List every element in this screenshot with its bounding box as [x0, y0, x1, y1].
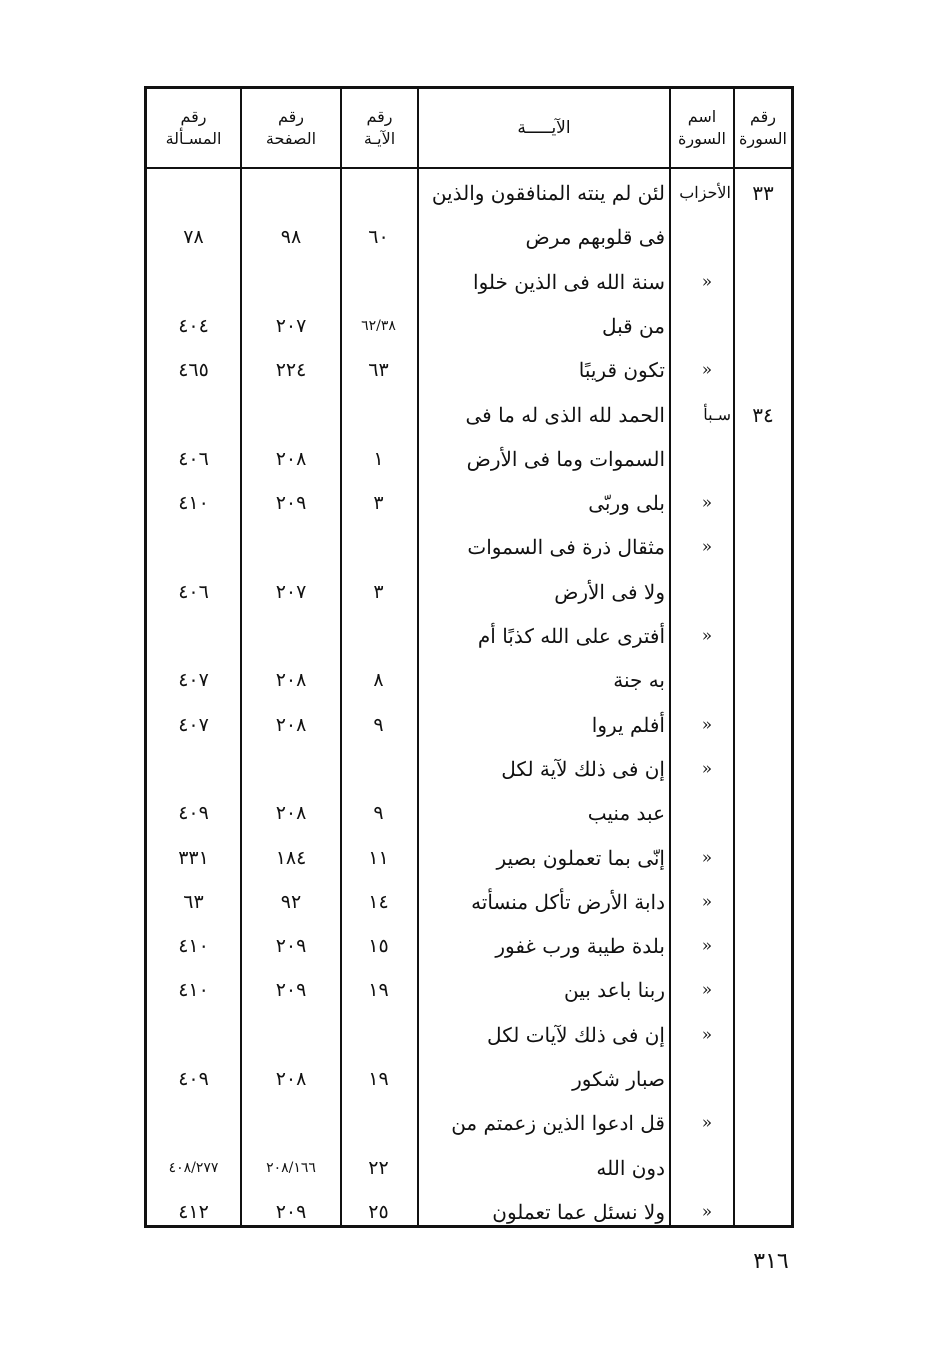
surah-number-cell: [735, 970, 791, 1010]
surah-name-cell: [673, 439, 731, 479]
verse-number-cell: ٣: [373, 492, 384, 515]
issue-number-cell: [149, 1103, 238, 1143]
surah-name-cell: »: [701, 360, 713, 381]
page-number: ٣١٦: [753, 1249, 789, 1274]
page-number-cell: [242, 527, 340, 567]
header-surah-name: اسم السورة: [678, 107, 726, 148]
surah-name-cell: »: [701, 271, 713, 292]
surah-number-cell: [735, 1192, 791, 1228]
page-number-cell: [242, 395, 340, 435]
verse-text-cell: ولا نسئل عما تعملون: [492, 1199, 665, 1224]
issue-number-cell: ٤٠٦: [178, 447, 209, 470]
surah-name-cell: »: [701, 980, 713, 1001]
surah-number-cell: [735, 439, 791, 479]
surah-name-cell: [673, 1148, 731, 1188]
verse-number-cell: ٨: [373, 669, 384, 692]
column-divider: [669, 89, 671, 1225]
surah-number-cell: [735, 838, 791, 878]
issue-number-cell: ٤٠٩: [178, 802, 209, 825]
verse-number-cell: ١١: [368, 846, 389, 869]
surah-name-cell: »: [701, 891, 713, 912]
surah-number-cell: [735, 616, 791, 656]
page-number-cell: ٢٠٩: [275, 1200, 307, 1223]
issue-number-cell: [149, 1015, 238, 1055]
verse-text-cell: صبار شكور: [572, 1067, 665, 1091]
issue-number-cell: ٤٠٦: [178, 580, 209, 603]
surah-name-cell: »: [701, 626, 713, 646]
page-number-cell: ٢٠٨: [275, 1068, 307, 1090]
surah-number-cell: [735, 483, 791, 523]
verse-number-cell: ١: [373, 447, 384, 470]
page-number-cell: [242, 1015, 340, 1055]
verse-number-cell: ١٥: [368, 935, 389, 958]
surah-number-cell: [735, 793, 791, 833]
surah-number-cell: [735, 749, 791, 789]
header-issue-number: رقم المسـألة: [165, 107, 222, 148]
issue-number-cell: ٤٠٩: [178, 1068, 209, 1090]
page-number-cell: [242, 616, 340, 656]
issue-number-cell: ٤١٢: [178, 1200, 209, 1223]
column-divider: [417, 89, 419, 1225]
page-number-cell: ٩٨: [280, 226, 302, 249]
surah-name-cell: »: [701, 847, 713, 868]
surah-number-cell: [735, 1059, 791, 1099]
surah-name-cell: »: [701, 537, 713, 558]
surah-number-cell: [735, 527, 791, 567]
verse-text-cell: إن فى ذلك لآية لكل: [501, 756, 665, 781]
surah-number-cell: ٣٤: [752, 402, 774, 427]
verse-number-cell: ٦٠: [368, 226, 389, 249]
verse-number-cell: ١٩: [368, 1068, 389, 1090]
issue-number-cell: ٤٠٧: [178, 713, 209, 736]
issue-number-cell: ٤٠٤: [178, 314, 209, 337]
verse-index-table: [144, 86, 794, 1228]
page-number-cell: ٢٠٨: [275, 447, 307, 470]
surah-name-cell: »: [701, 1024, 713, 1045]
header-divider: [147, 167, 791, 169]
issue-number-cell: ٦٣: [183, 890, 204, 913]
issue-number-cell: [149, 527, 238, 567]
surah-number-cell: [735, 262, 791, 302]
verse-text-cell: بلدة طيبة ورب غفور: [495, 934, 665, 959]
surah-name-cell: سـبأ: [703, 404, 731, 424]
surah-name-cell: [673, 1059, 731, 1099]
page-number-cell: ٢٠٨: [275, 669, 307, 692]
surah-number-cell: [735, 306, 791, 346]
verse-number-cell: [342, 1103, 415, 1143]
surah-number-cell: [735, 350, 791, 390]
surah-name-cell: [673, 793, 731, 833]
verse-number-cell: ٦٢/٣٨: [361, 317, 396, 334]
page-number-cell: ٢٠٧: [275, 580, 307, 603]
surah-name-cell: [673, 660, 731, 700]
verse-number-cell: [342, 262, 415, 302]
surah-number-cell: [735, 1148, 791, 1188]
verse-text-cell: عبد منيب: [587, 801, 665, 826]
page-number-cell: ٢٠٩: [275, 979, 307, 1002]
verse-number-cell: ١٩: [368, 979, 389, 1002]
verse-number-cell: [342, 527, 415, 567]
verse-text-cell: أفترى على الله كذبًا أم: [477, 624, 665, 648]
page-number-cell: [242, 262, 340, 302]
verse-number-cell: ١٤: [368, 890, 389, 913]
issue-number-cell: ٤١٠: [178, 492, 209, 515]
issue-number-cell: ٤٦٥: [178, 359, 209, 382]
issue-number-cell: ٤١٠: [178, 979, 209, 1002]
page-number-cell: [242, 749, 340, 789]
surah-number-cell: [735, 882, 791, 922]
issue-number-cell: ٣٣١: [178, 846, 209, 869]
verse-number-cell: [342, 1015, 415, 1055]
verse-number-cell: ٣: [373, 580, 384, 603]
verse-text-cell: من قبل: [601, 313, 665, 338]
issue-number-cell: [149, 173, 238, 213]
issue-number-cell: ٧٨: [183, 226, 204, 249]
page-number-cell: ٢٠٩: [275, 492, 307, 515]
verse-text-cell: سنة الله فى الذين خلوا: [473, 269, 665, 294]
surah-name-cell: [673, 217, 731, 257]
verse-text-cell: قل ادعوا الذين زعمتم من: [451, 1111, 665, 1136]
page-number-cell: [242, 173, 340, 213]
page-number-cell: ٩٢: [280, 890, 302, 913]
surah-number-cell: [735, 217, 791, 257]
header-surah-number: رقم السورة: [739, 107, 787, 148]
page-number-cell: ٢٠٨: [275, 802, 307, 825]
verse-number-cell: [342, 395, 415, 435]
verse-number-cell: ٢٥: [368, 1200, 389, 1223]
verse-text-cell: السموات وما فى الأرض: [466, 446, 665, 471]
verse-text-cell: مثقال ذرة فى السموات: [467, 535, 665, 560]
issue-number-cell: ٤٠٨/٢٧٧: [168, 1159, 219, 1176]
verse-text-cell: ربنا باعد بين: [564, 978, 665, 1003]
surah-number-cell: [735, 926, 791, 966]
header-verse: الآيـــــة: [517, 118, 571, 138]
surah-name-cell: [673, 572, 731, 612]
surah-number-cell: [735, 572, 791, 612]
verse-text-cell: ولا فى الأرض: [554, 579, 665, 604]
page-number-cell: ٢٠٨/١٦٦: [266, 1159, 316, 1176]
surah-name-cell: »: [701, 1201, 713, 1222]
surah-number-cell: [735, 1103, 791, 1143]
verse-text-cell: فى قلوبهم مرض: [525, 225, 665, 250]
verse-text-cell: دون الله: [596, 1155, 665, 1180]
surah-number-cell: [735, 705, 791, 745]
surah-name-cell: »: [701, 1113, 713, 1134]
verse-number-cell: [342, 616, 415, 656]
verse-text-cell: الحمد لله الذى له ما فى: [465, 402, 665, 427]
verse-text-cell: به جنة: [613, 668, 665, 693]
issue-number-cell: [149, 395, 238, 435]
verse-number-cell: ٩: [373, 802, 384, 825]
verse-number-cell: [342, 749, 415, 789]
page-number-cell: ٢٠٧: [275, 314, 307, 337]
surah-name-cell: »: [701, 936, 713, 957]
verse-number-cell: ٦٣: [368, 359, 389, 382]
surah-name-cell: »: [701, 714, 713, 735]
surah-name-cell: »: [701, 758, 713, 779]
verse-text-cell: دابة الأرض تأكل منسأته: [471, 889, 665, 914]
surah-name-cell: »: [701, 493, 713, 514]
header-page-number: رقم الصفحة: [265, 107, 317, 148]
verse-number-cell: ٢٢: [368, 1156, 389, 1179]
issue-number-cell: [149, 616, 238, 656]
issue-number-cell: [149, 262, 238, 302]
surah-number-cell: [735, 1015, 791, 1055]
verse-text-cell: لئن لم ينته المنافقون والذين: [431, 181, 665, 205]
surah-number-cell: [735, 660, 791, 700]
verse-number-cell: ٩: [373, 713, 384, 736]
surah-number-cell: ٣٣: [752, 181, 774, 205]
verse-text-cell: أفلم يروا: [591, 712, 665, 737]
page-number-cell: [242, 1103, 340, 1143]
page-number-cell: ٢٠٨: [275, 713, 307, 736]
surah-name-cell: [673, 306, 731, 346]
issue-number-cell: ٤٠٧: [178, 669, 209, 692]
surah-name-cell: الأحزاب: [679, 183, 731, 202]
page-number-cell: ٢٢٤: [275, 359, 307, 382]
issue-number-cell: ٤١٠: [178, 935, 209, 958]
verse-text-cell: تكون قريبًا: [578, 358, 665, 383]
page-number-cell: ١٨٤: [275, 846, 307, 869]
verse-text-cell: إنّى بما تعملون بصير: [496, 845, 665, 870]
verse-text-cell: إن فى ذلك لآيات لكل: [487, 1022, 665, 1047]
verse-number-cell: [342, 173, 415, 213]
verse-text-cell: بلى وربّى: [588, 491, 665, 516]
issue-number-cell: [149, 749, 238, 789]
page-number-cell: ٢٠٩: [275, 935, 307, 958]
header-verse-number: رقم الآيـة: [363, 107, 396, 148]
